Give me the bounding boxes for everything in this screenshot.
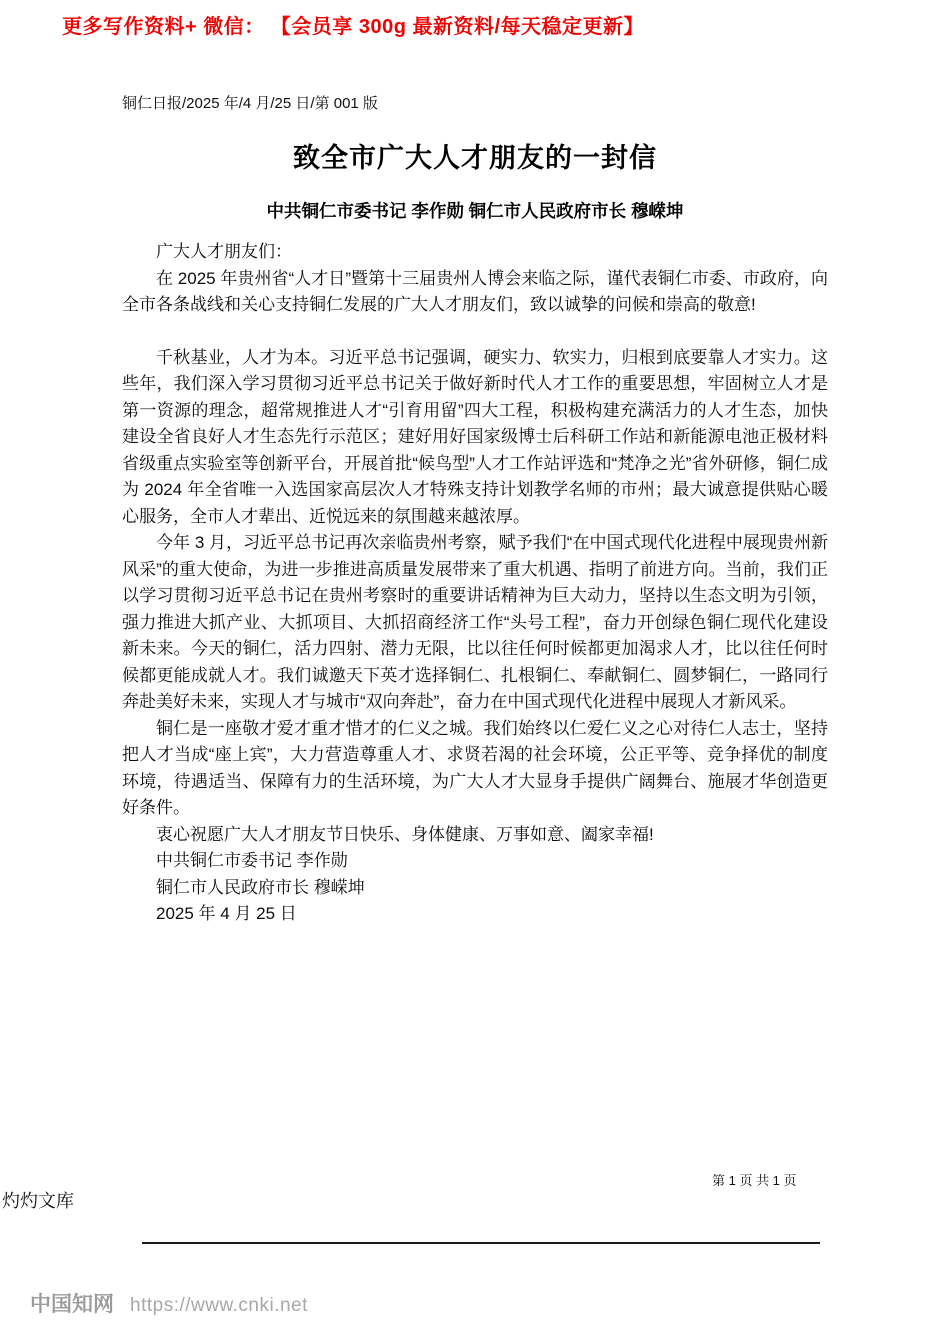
signature-date: 2025 年 4 月 25 日	[156, 904, 297, 923]
byline: 中共铜仁市委书记 李作勋 铜仁市人民政府市长 穆嵘坤	[266, 201, 684, 221]
letter-body	[122, 239, 828, 928]
page-title: 致全市广大人才朋友的一封信	[293, 143, 657, 173]
paragraph-body-1: 千秋基业，人才为本。习近平总书记强调，硬实力、软实力，归根到底要靠人才实力。这些年，我们深入学习贯彻习近平总书记关于做好新时代人才工作的重要思想，牢固树立人才是第一资源的理念，超常规推进人才“引育用留”四大工程，积极构建充满活力的人才生态，加快建设全省良好人才生态先行示范区；建好用好国家级博士后科研工作站和新能源电池正极材料省级重点实验室等创新平台，开展首批“候鸟型”人才工作站评选和“梵净之光”省外研修，铜仁成为 2024 年全省唯一入选国家高层次人才特殊支持计划教学名师的市州；最大诚意提供贴心暖心服务，全市人才辈出、近悦远来的氛围越来越浓厚。	[122, 347, 828, 526]
source-line: 铜仁日报/2025 年/4 月/25 日/第 001 版	[122, 95, 378, 112]
paragraph-body-3: 铜仁是一座敬才爱才重才惜才的仁义之城。我们始终以仁爱仁义之心对待仁人志士，坚持把人才当成“座上宾”，大力营造尊重人才、求贤若渴的社会环境，公正平等、竞争择优的制度环境，待遇适当、保障有力的生活环境，为广大人才大显身手提供广阔舞台、施展才华创造更好条件。	[122, 718, 828, 817]
footer-divider-line	[142, 1242, 820, 1244]
cnki-site-name: 中国知网	[30, 1293, 114, 1316]
library-watermark: 灼灼文库	[2, 1191, 74, 1211]
letter-document	[122, 95, 828, 928]
paragraph-wishes: 衷心祝愿广大人才朋友节日快乐、身体健康、万事如意、阖家幸福!	[156, 824, 654, 844]
paragraph-greeting: 在 2025 年贵州省“人才日”暨第十三届贵州人博会来临之际，谨代表铜仁市委、市政府，向全市各条战线和关心支持铜仁发展的广大人才朋友们，致以诚挚的问候和崇高的敬意!	[122, 268, 828, 314]
cnki-site-url: https://www.cnki.net	[130, 1295, 308, 1316]
signature-mayor: 铜仁市人民政府市长 穆嵘坤	[156, 877, 365, 897]
signature-secretary: 中共铜仁市委书记 李作勋	[156, 851, 348, 870]
page-indicator: 第 1 页 共 1 页	[712, 1173, 797, 1188]
paragraph-salutation: 广大人才朋友们：	[156, 242, 292, 261]
promo-banner-text: 更多写作资料+ 微信： 【会员享 300g 最新资料/每天稳定更新】	[62, 16, 645, 38]
paragraph-body-2: 今年 3 月，习近平总书记再次亲临贵州考察，赋予我们“在中国式现代化进程中展现贵州新风采”的重大使命，为进一步推进高质量发展带来了重大机遇、指明了前进方向。当前，我们正以学习贯彻习近平总书记在贵州考察时的重要讲话精神为巨大动力，坚持以生态文明为引领，强力推进大抓产业、大抓项目、大抓招商经济工作“头号工程”，奋力开创绿色铜仁现代化建设新未来。今天的铜仁，活力四射、潜力无限，比以往任何时候都更加渴求人才，比以往任何时候都更能成就人才。我们诚邀天下英才选择铜仁、扎根铜仁、奉献铜仁、圆梦铜仁，一路同行奔赴美好未来，实现人才与城市“双向奔赴”，奋力在中国式现代化进程中展现人才新风采。	[122, 533, 828, 711]
